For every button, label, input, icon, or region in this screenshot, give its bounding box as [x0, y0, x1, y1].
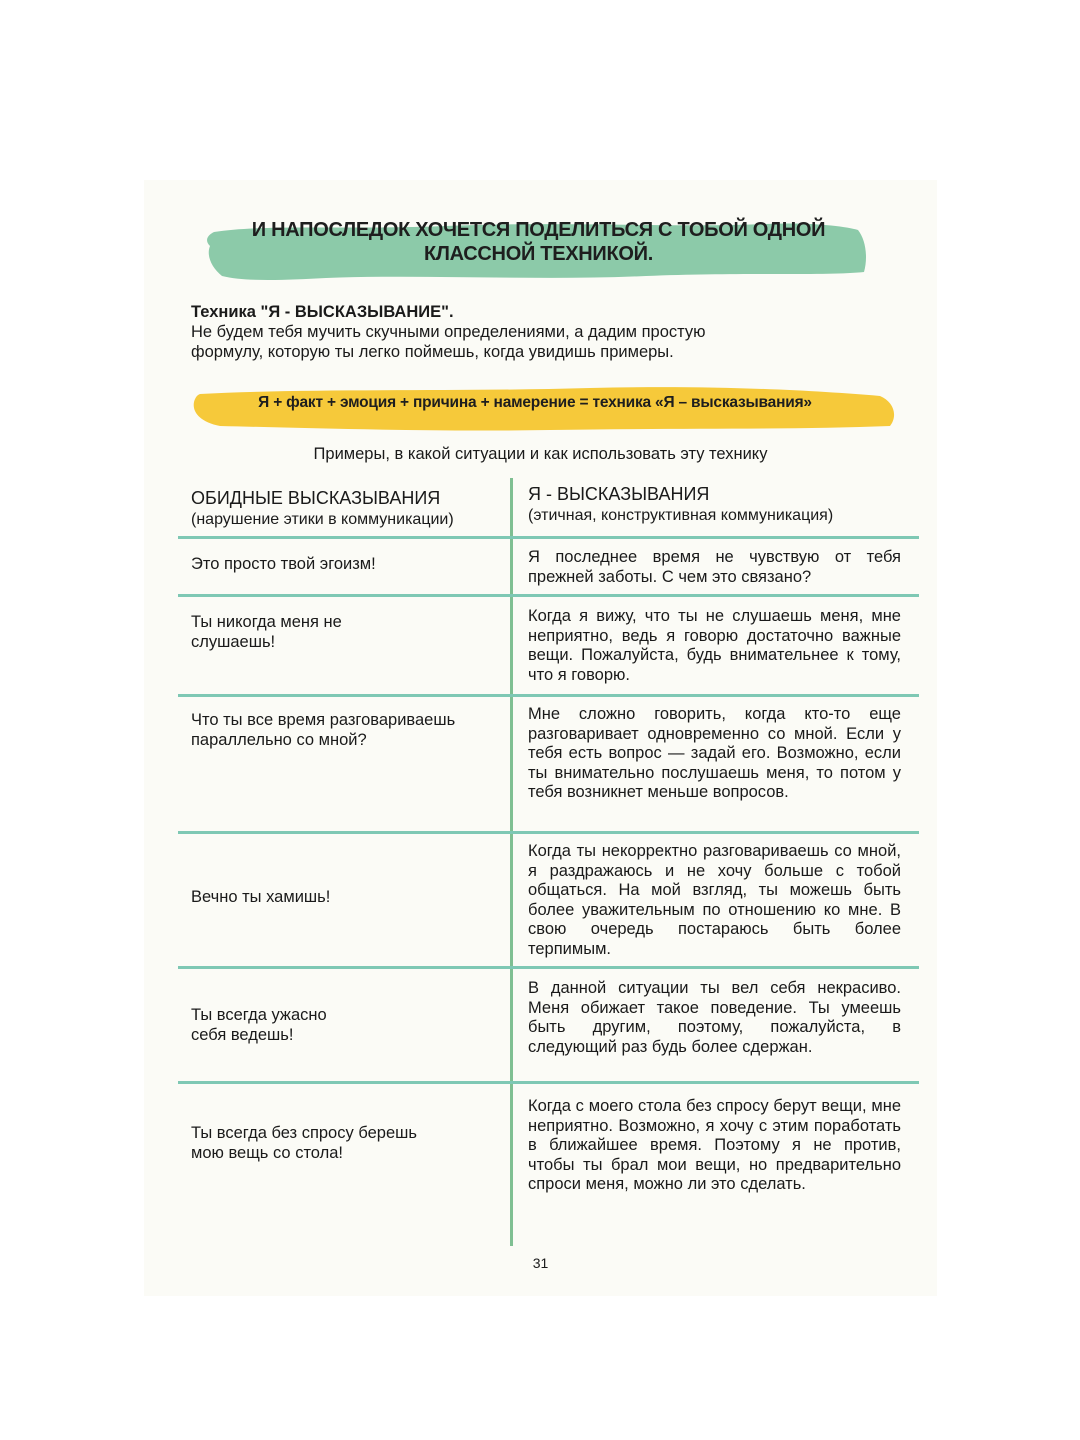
heading-line-2: КЛАССНОЙ ТЕХНИКОЙ. [423, 243, 653, 265]
table-row-4-i-statement: Когда ты некорректно разговариваешь со мной, я раздражаюсь и не хочу больше с тобой общаться. На мой взгляд, ты можешь быть более уважительным по отношению ко мне. В свою очередь постараюсь быть более терпимым. [528, 842, 901, 958]
intro-block [191, 302, 811, 362]
left-header-title: ОБИДНЫЕ ВЫСКАЗЫВАНИЯ [191, 488, 441, 508]
left-column-header [191, 488, 506, 530]
row-separator [178, 966, 919, 969]
intro-line-2: формулу, которую ты легко поймешь, когда увидишь примеры. [191, 343, 674, 361]
table-row-3-offensive: Что ты все время разговариваешь параллельно со мной? [191, 711, 456, 749]
right-column-header [528, 484, 908, 526]
row-separator [178, 831, 919, 834]
table-row-1-i-statement: Я последнее время не чувствую от тебя прежней заботы. С чем это связано? [528, 548, 901, 586]
table-row-1-offensive: Это просто твой эгоизм! [191, 555, 376, 573]
heading-text [206, 218, 871, 266]
row-separator [178, 1081, 919, 1084]
heading-line-1: И НАПОСЛЕДОК ХОЧЕТСЯ ПОДЕЛИТЬСЯ С ТОБОЙ ОДНОЙ [251, 219, 826, 241]
table-row-3-i-statement: Мне сложно говорить, когда кто-то еще разговаривает одновременно со мной. Если у тебя есть вопрос — задай его. Возможно, если ты внимательно послушаешь меня, то потом у тебя возникнет меньше вопросов. [528, 705, 901, 802]
formula-text: Я + факт + эмоция + причина + намерение = техника «Я – высказывания» [258, 394, 812, 411]
table-row-5-i-statement: В данной ситуации ты вел себя некрасиво. Меня обижает такое поведение. Ты умеешь быть другим, поэтому, пожалуйста, в следующий раз будь более сдержан. [528, 979, 901, 1056]
page-number: 31 [532, 1255, 549, 1271]
right-header-title: Я - ВЫСКАЗЫВАНИЯ [528, 484, 710, 504]
row-separator [178, 536, 919, 539]
table-row-6-i-statement: Когда с моего стола без спросу берут вещи, мне неприятно. Возможно, я хочу с этим поработать в ближайшее время. Поэтому я не против, чтобы ты брал мои вещи, но предварительно спроси меня, можно ли это сделать. [528, 1097, 901, 1194]
formula-highlight [190, 382, 900, 434]
table-row-2-offensive: Ты никогда меня не слушаешь! [191, 613, 342, 651]
row-separator [178, 694, 919, 697]
table-row-5-offensive: Ты всегда ужасно себя ведешь! [191, 1006, 327, 1044]
examples-caption: Примеры, в какой ситуации и как использовать эту технику [313, 445, 768, 463]
right-header-subtitle: (этичная, конструктивная коммуникация) [528, 507, 834, 524]
table-row-6-offensive: Ты всегда без спросу берешь мою вещь со стола! [191, 1124, 417, 1162]
book-page [144, 180, 937, 1296]
technique-title: Техника "Я - ВЫСКАЗЫВАНИЕ". [191, 303, 454, 321]
left-header-subtitle: (нарушение этики в коммуникации) [191, 511, 454, 528]
table-row-4-offensive: Вечно ты хамишь! [191, 888, 331, 906]
intro-line-1: Не будем тебя мучить скучными определениями, а дадим простую [191, 323, 706, 341]
table-row-2-i-statement: Когда я вижу, что ты не слушаешь меня, мне неприятно, ведь я говорю достаточно важные вещи. Пожалуйста, будь внимательнее к тому, что я говорю. [528, 607, 901, 684]
heading-banner [206, 210, 871, 285]
row-separator [178, 594, 919, 597]
